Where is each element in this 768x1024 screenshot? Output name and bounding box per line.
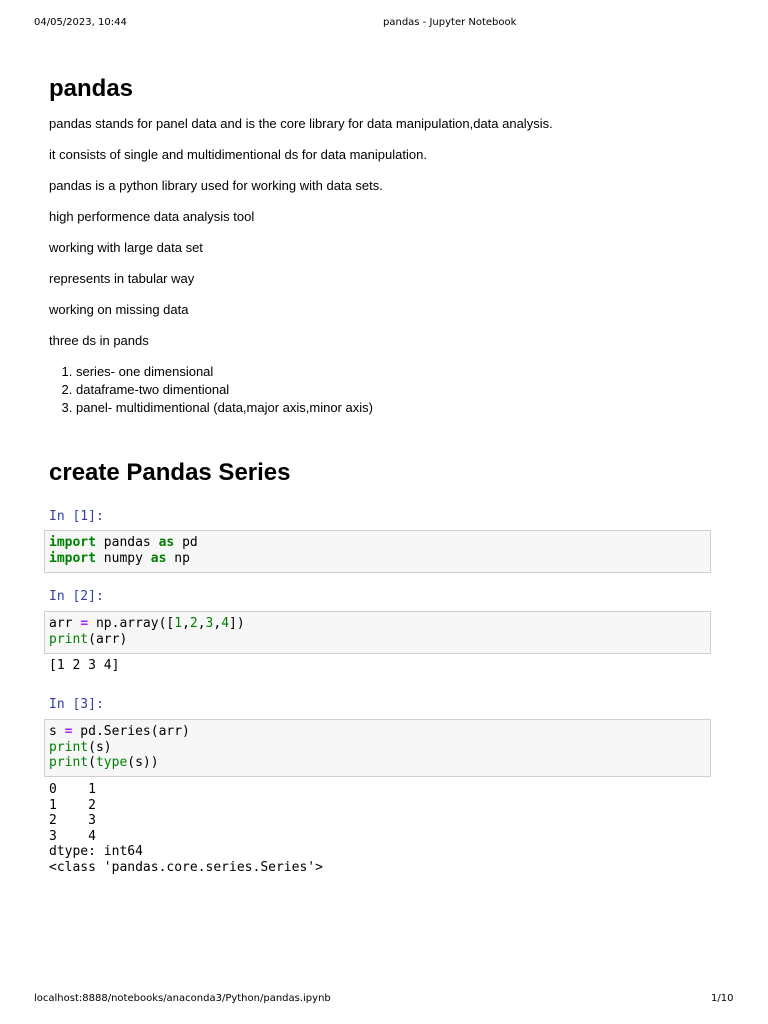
code-token: pd	[174, 535, 198, 550]
cell-prompt: In [2]:	[49, 589, 104, 604]
code-token: print	[49, 739, 89, 755]
code-token: 1	[174, 616, 183, 631]
code-token: ])	[229, 616, 245, 631]
paragraph: represents in tabular way	[49, 271, 195, 286]
heading-pandas: pandas	[49, 75, 134, 102]
code-token: import	[49, 550, 96, 566]
code-token: as	[150, 550, 167, 566]
code-cell[interactable]	[44, 719, 711, 777]
cell-output: 0 1 1 2 2 3 3 4 dtype: int64 <class 'pandas.core.series.Series'>	[49, 782, 323, 875]
print-page-number: 1/10	[711, 993, 734, 1004]
code-token: (s)	[88, 739, 112, 755]
list-item: 2. dataframe-two dimentional	[76, 381, 373, 399]
paragraph: pandas stands for panel data and is the core library for data manipulation,data analysis.	[49, 116, 553, 131]
code-token: (s))	[127, 755, 159, 770]
code-token: numpy	[95, 550, 151, 566]
code-cell[interactable]	[44, 611, 711, 654]
code-token: as	[158, 535, 175, 550]
code-token: type	[95, 755, 128, 770]
paragraph: working on missing data	[49, 302, 189, 317]
paragraph: pandas is a python library used for working with data sets.	[49, 178, 383, 193]
code-token: (	[88, 755, 96, 770]
code-token: np	[166, 550, 190, 566]
code-token: =	[64, 724, 73, 739]
code-token: arr	[49, 616, 81, 631]
print-url: localhost:8888/notebooks/anaconda3/Python/pandas.ipynb	[34, 993, 331, 1004]
code-input[interactable]	[49, 535, 706, 566]
code-input[interactable]	[49, 724, 706, 771]
paragraph: high performence data analysis tool	[49, 209, 255, 224]
code-token: print	[49, 631, 89, 647]
list-item: 1. series- one dimensional	[76, 363, 373, 381]
list-item: 3. panel- multidimentional (data,major axis,minor axis)	[76, 399, 373, 417]
code-token: (arr)	[88, 631, 128, 647]
code-input[interactable]: arr = np.array([1,2,3,4]) print(arr)	[49, 616, 245, 647]
code-token: print	[49, 755, 89, 770]
code-token: pd.Series(arr)	[72, 724, 190, 739]
cell-prompt: In [1]:	[49, 509, 104, 524]
code-token: import	[49, 535, 96, 550]
code-token: 3	[205, 616, 214, 631]
code-token: 4	[221, 616, 230, 631]
print-page-title: pandas - Jupyter Notebook	[383, 17, 517, 28]
code-cell[interactable]	[44, 530, 711, 573]
code-token: pandas	[95, 535, 159, 550]
print-datetime: 04/05/2023, 10:44	[34, 17, 127, 28]
code-token: np.array([	[88, 616, 175, 631]
paragraph: it consists of single and multidimentional ds for data manipulation.	[49, 147, 427, 162]
paragraph: three ds in pands	[49, 333, 149, 348]
cell-prompt: In [3]:	[49, 697, 104, 712]
ds-list	[49, 363, 373, 417]
code-token: 2	[189, 616, 198, 631]
paragraph: working with large data set	[49, 240, 203, 255]
code-token: s	[49, 724, 65, 739]
cell-output: [1 2 3 4]	[49, 658, 120, 673]
code-token: =	[80, 616, 89, 631]
heading-create-series: create Pandas Series	[49, 459, 291, 486]
